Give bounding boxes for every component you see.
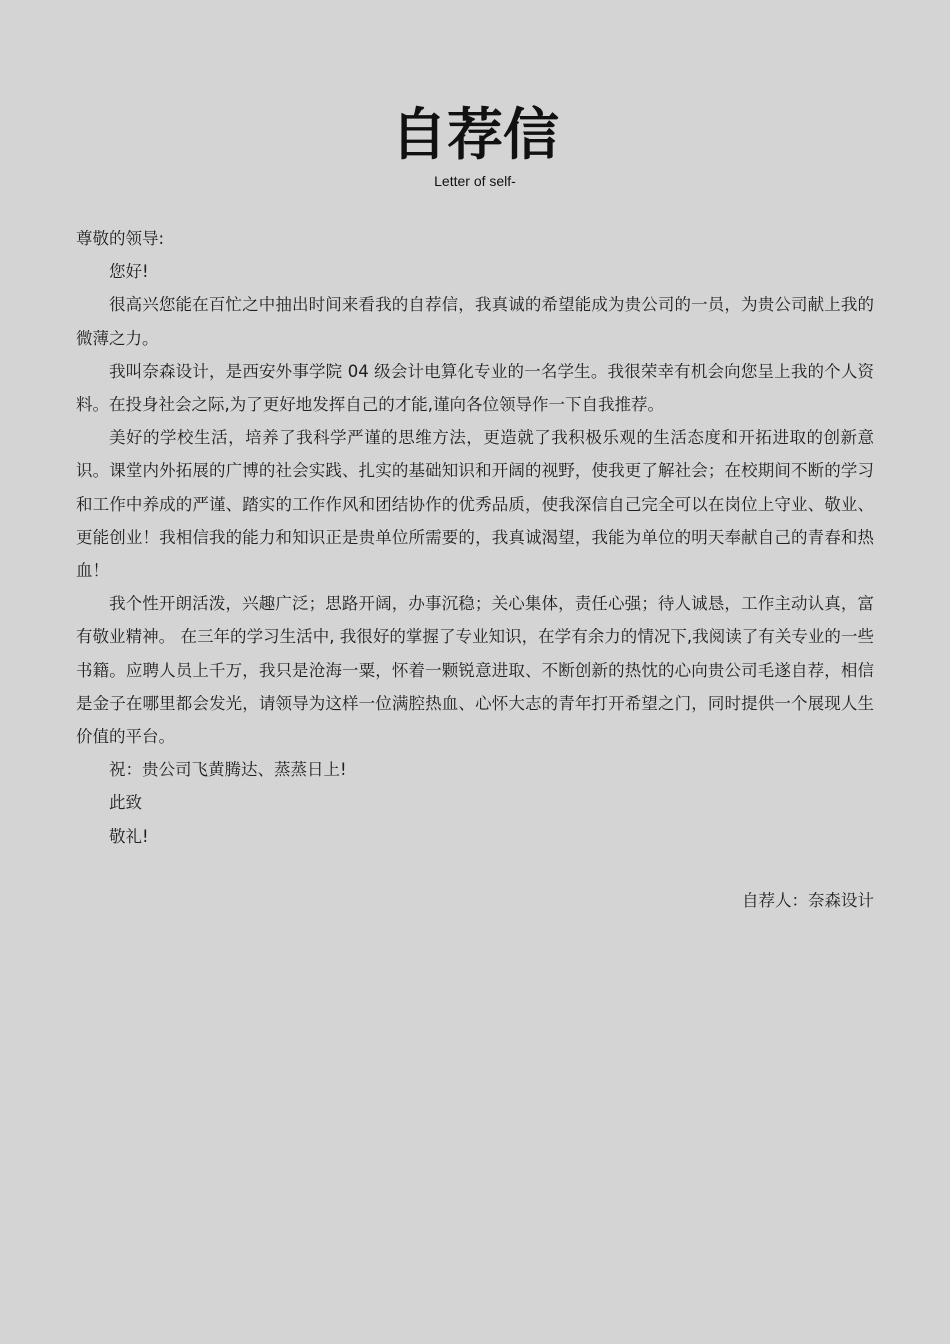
salutation: 尊敬的领导: — [76, 229, 165, 248]
closing-line-2: 敬礼! — [109, 826, 149, 846]
closing-line-1: 此致 — [109, 793, 142, 813]
letter-title: 自荐信 — [391, 103, 559, 168]
greeting: 您好! — [109, 262, 149, 282]
wish-line: 祝：贵公司飞黄腾达、蒸蒸日上! — [109, 760, 347, 780]
paragraph-school-life: 美好的学校生活，培养了我科学严谨的思维方法，更造就了我积极乐观的生活态度和开拓进取的创新意识。课堂内外拓展的广博的社会实践、扎实的基础知识和开阔的视野，使我更了解社会；在校期间不断的学习和工作中养成的严谨、踏实的工作作风和团结协作的优秀品质，使我深信自己完全可以在岗位上守业、敬业、更能创业！我相信我的能力和知识正是贵单位所需要的，我真诚渴望，我能为单位的明天奉献自己的青春和热血！ — [76, 428, 874, 581]
signature: 自荐人：奈森设计 — [742, 891, 874, 910]
paragraph-personality: 我个性开朗活泼，兴趣广泛；思路开阔，办事沉稳；关心集体，责任心强；待人诚恳，工作主动认真，富有敬业精神。 在三年的学习生活中, 我很好的掌握了专业知识，在学有余力的情况下,我阅读了有关专业的一些书籍。应聘人员上千万，我只是沧海一粟，怀着一颗锐意进取、不断创新的热忱的心向贵公司毛遂自荐，相信是金子在哪里都会发光，请领导为这样一位满腔热血、心怀大志的青年打开希望之门，同时提供一个展现人生价值的平台。 — [76, 594, 874, 747]
letter-body — [76, 222, 874, 853]
letter-subtitle: Letter of self- — [434, 173, 516, 189]
paragraph-self-intro: 我叫奈森设计，是西安外事学院 04 级会计电算化专业的一名学生。我很荣幸有机会向您呈上我的个人资料。在投身社会之际,为了更好地发挥自己的才能,谨向各位领导作一下自我推荐。 — [76, 361, 874, 415]
paragraph-intro: 很高兴您能在百忙之中抽出时间来看我的自荐信，我真诚的希望能成为贵公司的一员，为贵公司献上我的微薄之力。 — [76, 295, 874, 348]
